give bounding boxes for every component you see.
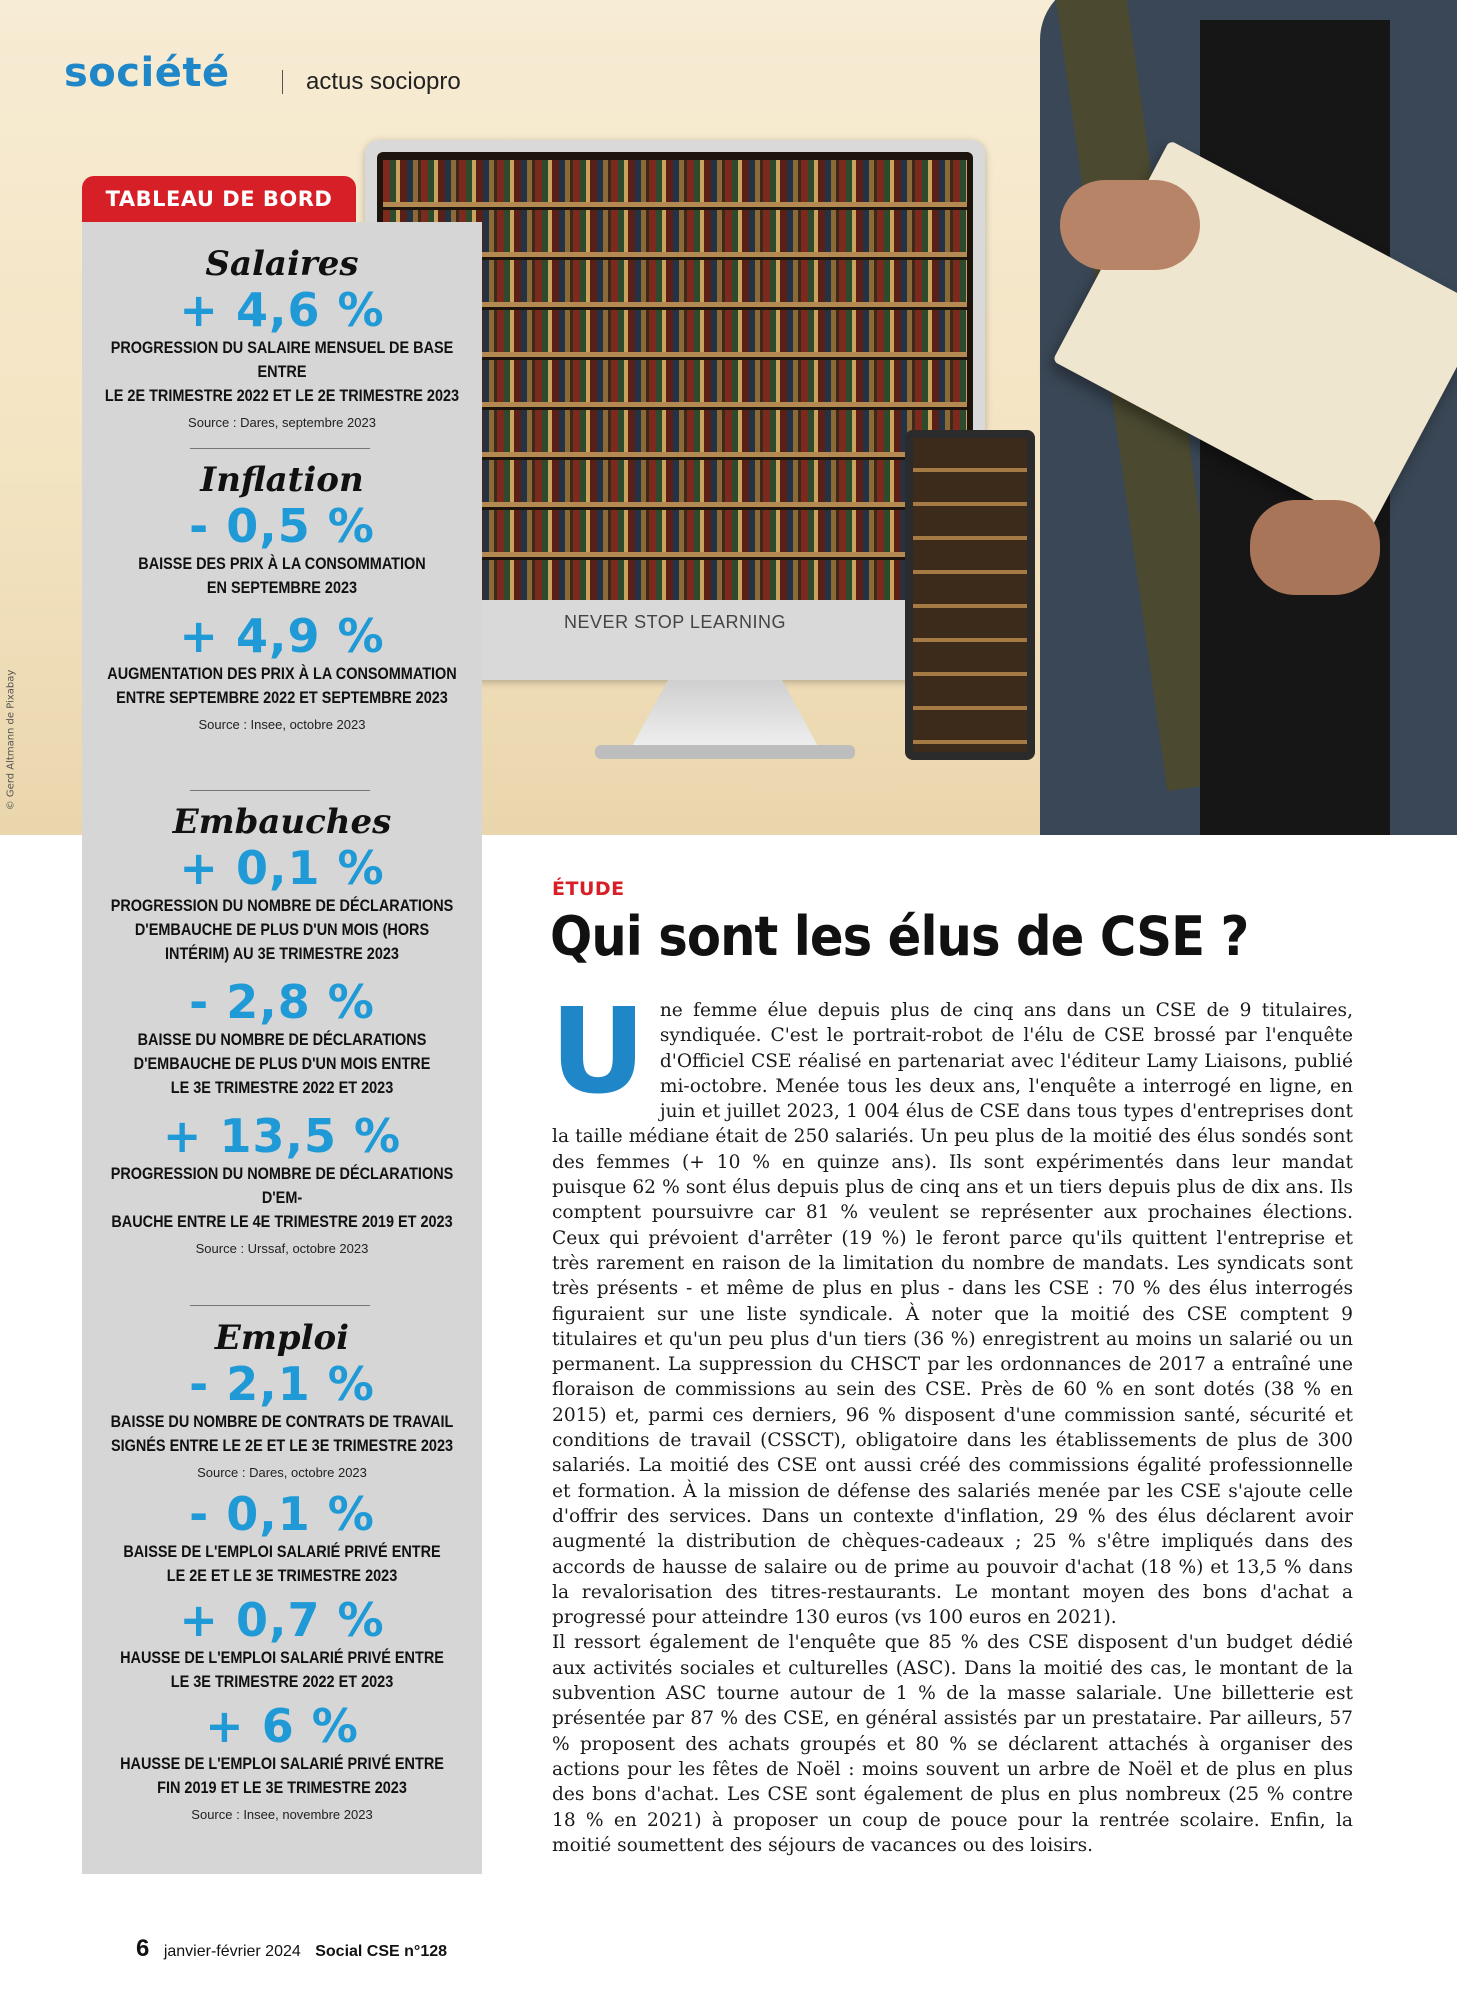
stat-description: PROGRESSION DU SALAIRE MENSUEL DE BASE ENTRE LE 2E TRIMESTRE 2022 ET LE 2E TRIMESTRE 2023 bbox=[104, 338, 460, 405]
embauches-block bbox=[82, 802, 482, 1258]
stat-description: HAUSSE DE L'EMPLOI SALARIÉ PRIVÉ ENTRE FIN 2019 ET LE 3E TRIMESTRE 2023 bbox=[120, 1754, 444, 1797]
stat-description: HAUSSE DE L'EMPLOI SALARIÉ PRIVÉ ENTRE LE 3E TRIMESTRE 2022 ET 2023 bbox=[120, 1648, 444, 1691]
issue-date: janvier-février 2024 bbox=[163, 1943, 301, 1960]
divider bbox=[190, 1305, 370, 1306]
section-title: société bbox=[64, 50, 230, 96]
dashboard-tab: TABLEAU DE BORD bbox=[82, 176, 356, 222]
stat-description: BAISSE DES PRIX À LA CONSOMMATION EN SEPTEMBRE 2023 bbox=[138, 554, 426, 597]
photo-credit: © Gerd Altmann de Pixabay bbox=[5, 669, 17, 811]
embauches-heading: Embauches bbox=[172, 802, 392, 842]
page-number: 6 bbox=[136, 1935, 150, 1962]
page-footer bbox=[136, 1935, 447, 1963]
stat-value: + 13,5 % bbox=[162, 1109, 402, 1163]
stat-value: - 0,1 % bbox=[189, 1487, 375, 1541]
stat-description: AUGMENTATION DES PRIX À LA CONSOMMATION ENTRE SEPTEMBRE 2022 ET SEPTEMBRE 2023 bbox=[107, 664, 457, 707]
section-subtitle: actus sociopro bbox=[306, 68, 461, 95]
salaires-block bbox=[82, 244, 482, 432]
article-title: Qui sont les élus de CSE ? bbox=[550, 905, 1249, 968]
hand-image bbox=[1060, 180, 1200, 270]
second-monitor bbox=[905, 430, 1035, 760]
salaires-heading: Salaires bbox=[205, 244, 359, 284]
drop-cap: U bbox=[550, 982, 646, 1120]
stat-source: Source : Urssaf, octobre 2023 bbox=[195, 1241, 369, 1256]
monitor-base bbox=[595, 745, 855, 759]
article-paragraph: Il ressort également de l'enquête que 85 % des CSE disposent d'un budget dédié aux activités sociales et culturelles (ASC). Dans la moitié des cas, le montant de la subvention ASC tourne autour de 1 % de la masse salariale. Une billetterie est présentée par 87 % des CSE, en général assistés par un prestataire. Par ailleurs, 57 % proposent des achats groupés et 80 % se déclarent attachés à organiser des actions pour les fêtes de Noël : moins souvent un arbre de Noël et de plus en plus des bons d'achat. Les CSE sont également de plus en plus nombreux (25 % contre 18 % en 2021) à proposer un coup de pouce pour la rentrée scolaire. Enfin, la moitié soumettent des séjours de vacances ou des loisirs. bbox=[552, 1632, 1353, 1856]
article-body bbox=[550, 982, 1353, 1858]
header-divider bbox=[282, 70, 283, 94]
stat-value: + 4,9 % bbox=[179, 609, 385, 663]
stat-description: PROGRESSION DU NOMBRE DE DÉCLARATIONS D'EM- BAUCHE ENTRE LE 4E TRIMESTRE 2019 ET 2023 bbox=[110, 1164, 454, 1231]
monitor-caption: NEVER STOP LEARNING bbox=[564, 612, 786, 632]
stat-value: + 6 % bbox=[205, 1699, 359, 1753]
stat-description: BAISSE DU NOMBRE DE CONTRATS DE TRAVAIL SIGNÉS ENTRE LE 2E ET LE 3E TRIMESTRE 2023 bbox=[110, 1412, 454, 1455]
stat-description: PROGRESSION DU NOMBRE DE DÉCLARATIONS D'EMBAUCHE DE PLUS D'UN MOIS (HORS INTÉRIM) AU 3E TRIMESTRE 2023 bbox=[110, 896, 454, 963]
stat-value: + 0,7 % bbox=[179, 1593, 385, 1647]
article-paragraph: Une femme élue depuis plus de cinq ans dans un CSE de 9 titulaires, syndiquée. C'est le portrait-robot de l'élu de CSE brossé par l'enquête d'Officiel CSE réalisé en partenariat avec l'éditeur Lamy Liaisons, publié mi-octobre. Menée tous les deux ans, l'enquête a interrogé en ligne, en juin et juillet 2023, 1 004 élus de CSE dans tous types d'entreprises dont la taille médiane était de 250 salariés. Un peu plus de la moitié des élus sondés sont des femmes (+ 10 % en quinze ans). Ils sont expérimentés dans leur mandat puisque 62 % sont élus depuis plus de cinq ans et un tiers depuis plus de dix ans. Ils comptent poursuivre car 81 % veulent se représenter aux prochaines élections. Ceux qui prévoient d'arrêter (19 %) le feront parce qu'ils quittent l'entreprise et très rarement en raison de la limitation du nombre de mandats. Les syndicats sont très présents - et même de plus en plus - dans les CSE : 70 % des élus interrogés figuraient sur une liste syndicale. À noter que la moitié des CSE comptent 9 titulaires et qu'un peu plus d'un tiers (36 %) enregistrent au moins un salarié ou un permanent. La suppression du CHSCT par les ordonnances de 2017 a entraîné une floraison de commissions au sein des CSE. Près de 60 % en sont dotés (38 % en 2015) et, parmi ces derniers, 96 % disposent d'une commission santé, sécurité et conditions de travail (CSSCT), obligatoire dans les établissements de plus de 300 salariés. La moitié des CSE ont aussi créé des commissions égalité professionnelle et formation. À la mission de défense des salariés menée par les CSE s'ajoute celle d'offrir des services. Dans un contexte d'inflation, 29 % des élus déclarent avoir augmenté la distribution de chèques-cadeaux ; 25 % s'être impliqués dans des accords de hausse de salaire ou de prime au pouvoir d'achat (18 %) et 13,5 % dans la revalorisation des titres-restaurants. Le montant moyen des bons d'achat a progressé pour atteindre 130 euros (vs 100 euros en 2021). bbox=[550, 982, 1353, 1629]
stat-value: + 4,6 % bbox=[179, 283, 385, 337]
monitor-stand bbox=[630, 680, 820, 750]
inflation-heading: Inflation bbox=[200, 460, 364, 500]
hand-image-2 bbox=[1250, 500, 1380, 595]
stat-value: - 2,1 % bbox=[189, 1357, 375, 1411]
stat-description: BAISSE DE L'EMPLOI SALARIÉ PRIVÉ ENTRE LE 2E ET LE 3E TRIMESTRE 2023 bbox=[123, 1542, 441, 1585]
magazine-name: Social CSE n°128 bbox=[315, 1943, 448, 1960]
inflation-block bbox=[82, 460, 482, 734]
article-kicker: ÉTUDE bbox=[552, 878, 625, 900]
emploi-block bbox=[82, 1318, 482, 1824]
stat-source: Source : Insee, novembre 2023 bbox=[191, 1807, 373, 1822]
divider bbox=[190, 448, 370, 449]
stat-source: Source : Dares, octobre 2023 bbox=[197, 1465, 367, 1480]
stat-source: Source : Dares, septembre 2023 bbox=[188, 415, 376, 430]
emploi-heading: Emploi bbox=[214, 1318, 350, 1358]
stat-source: Source : Insee, octobre 2023 bbox=[198, 717, 366, 732]
stat-value: + 0,1 % bbox=[179, 841, 385, 895]
divider bbox=[190, 790, 370, 791]
stat-value: - 2,8 % bbox=[189, 975, 375, 1029]
stat-value: - 0,5 % bbox=[189, 499, 375, 553]
stat-description: BAISSE DU NOMBRE DE DÉCLARATIONS D'EMBAUCHE DE PLUS D'UN MOIS ENTRE LE 3E TRIMESTRE 2022 ET 2023 bbox=[133, 1030, 431, 1097]
